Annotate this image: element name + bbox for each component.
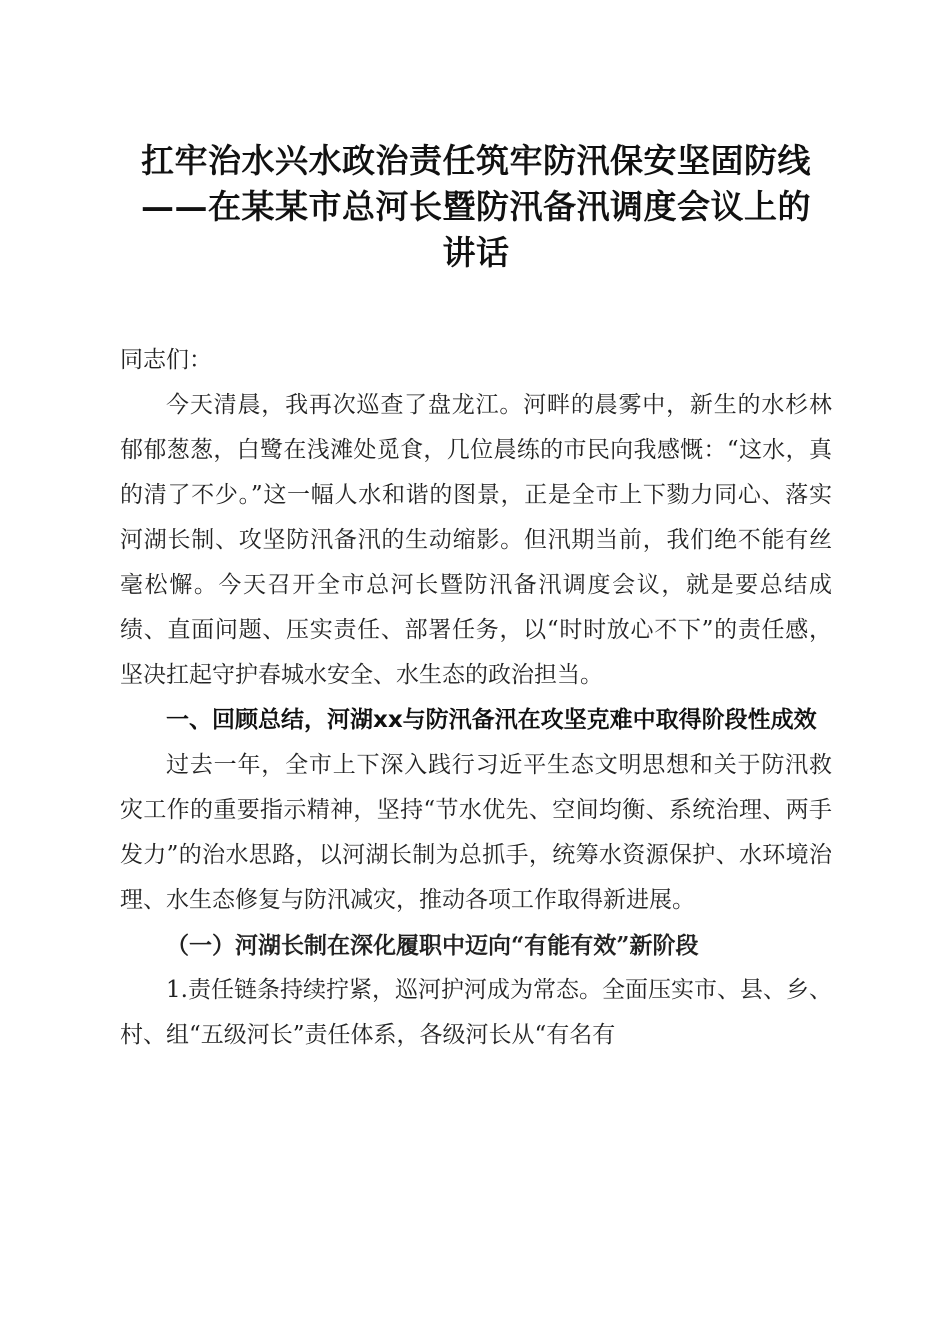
title-line-1: 扛牢治水兴水政治责任筑牢防汛保安坚固防线 — [141, 141, 811, 180]
document-title — [120, 138, 832, 276]
section-1-heading: 一、回顾总结，河湖xx与防汛备汛在攻坚克难中取得阶段性成效 — [166, 707, 817, 733]
title-line-2: ——在某某市总河长暨防汛备汛调度会议上的 — [141, 187, 811, 226]
title-line-3: 讲话 — [442, 233, 510, 272]
section-1-paragraph: 过去一年，全市上下深入践行习近平生态文明思想和关于防汛救灾工作的重要指示精神，坚持“节水优先、空间均衡、系统治理、两手发力”的治水思路，以河湖长制为总抓手，统筹水资源保护、水环境治理、水生态修复与防汛减灾，推动各项工作取得新进展。 — [120, 752, 832, 913]
document-page — [120, 0, 832, 1058]
intro-paragraph: 今天清晨，我再次巡查了盘龙江。河畔的晨雾中，新生的水杉林郁郁葱葱，白鹭在浅滩处觅食，几位晨练的市民向我感慨：“这水，真的清了不少。”这一幅人水和谐的图景，正是全市上下勠力同心、落实河湖长制、攻坚防汛备汛的生动缩影。但汛期当前，我们绝不能有丝毫松懈。今天召开全市总河长暨防汛备汛调度会议，就是要总结成绩、直面问题、压实责任、部署任务，以“时时放心不下”的责任感，坚决扛起守护春城水安全、水生态的政治担当。 — [120, 392, 832, 688]
item-1-paragraph: 1.责任链条持续拧紧，巡河护河成为常态。全面压实市、县、乡、村、组“五级河长”责任体系，各级河长从“有名有 — [120, 977, 832, 1048]
greeting: 同志们： — [120, 347, 212, 373]
subsection-1-heading: （一）河湖长制在深化履职中迈向“有能有效”新阶段 — [166, 932, 699, 959]
